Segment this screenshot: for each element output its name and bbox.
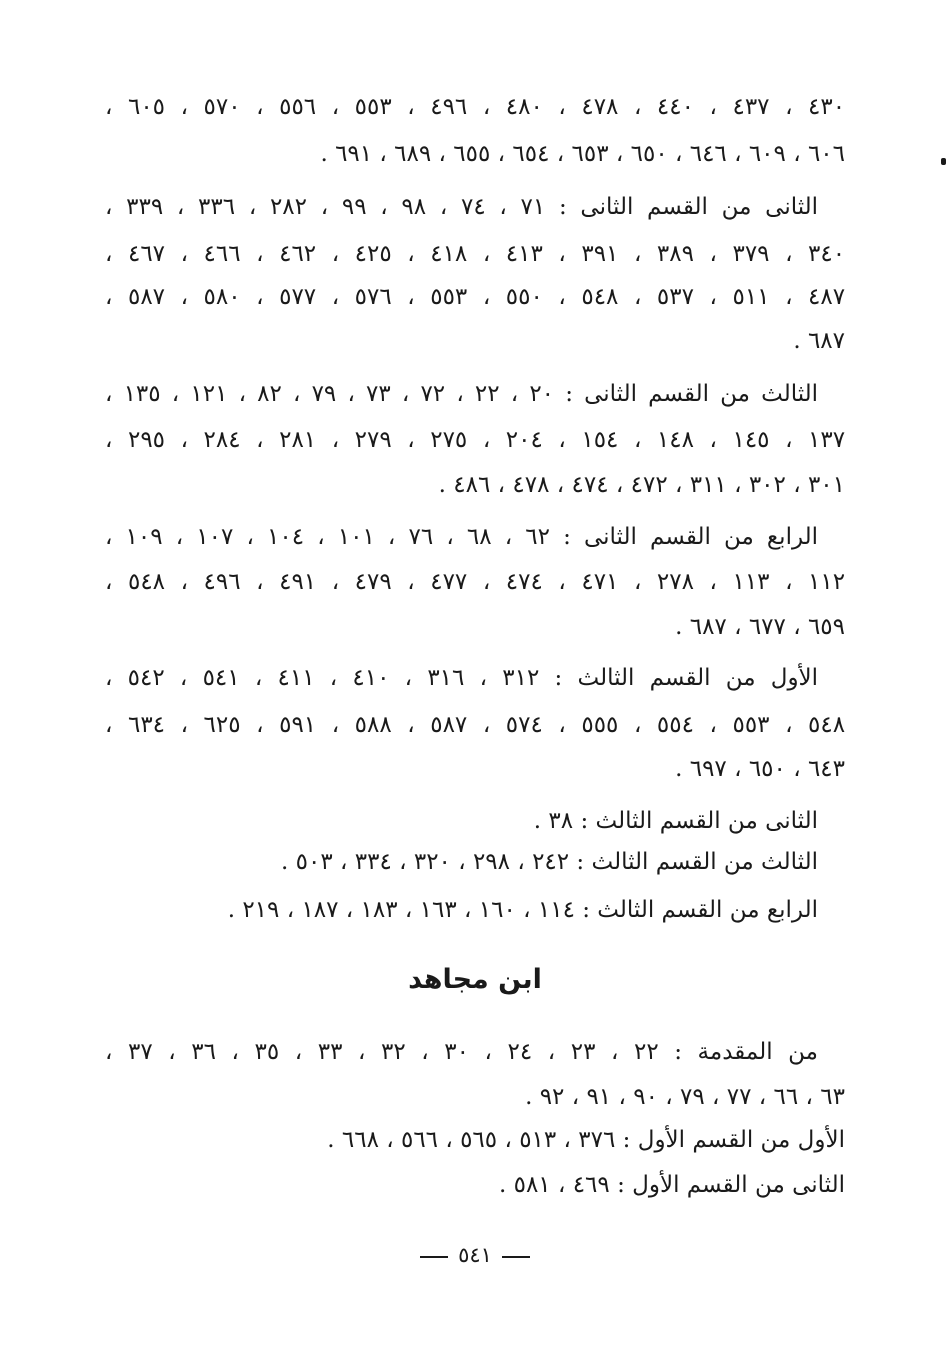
- index-line: ٤٣٠ ، ٤٣٧ ، ٤٤٠ ، ٤٧٨ ، ٤٨٠ ، ٤٩٦ ، ٥٥٣ ، ٥٥٦ ، ٥٧٠ ، ٦٠٥ ،: [105, 94, 846, 120]
- index-line: ٥٤٨ ، ٥٥٣ ، ٥٥٤ ، ٥٥٥ ، ٥٧٤ ، ٥٨٧ ، ٥٨٨ ، ٥٩١ ، ٦٢٥ ، ٦٣٤ ،: [105, 712, 846, 738]
- index-line: ١٣٧ ، ١٤٥ ، ١٤٨ ، ١٥٤ ، ٢٠٤ ، ٢٧٥ ، ٢٧٩ ، ٢٨١ ، ٢٨٤ ، ٢٩٥ ،: [105, 427, 846, 453]
- index-line: ٤٨٧ ، ٥١١ ، ٥٣٧ ، ٥٤٨ ، ٥٥٠ ، ٥٥٣ ، ٥٧٦ ، ٥٧٧ ، ٥٨٠ ، ٥٨٧ ،: [105, 284, 846, 310]
- index-line: الثانى من القسم الأول : ٤٦٩ ، ٥٨١ .: [498, 1172, 845, 1198]
- index-line: الثانى من القسم الثالث : ٣٨ .: [533, 808, 818, 834]
- page-number: ٥٤١: [458, 1243, 492, 1267]
- edge-mark: [941, 158, 946, 165]
- index-line: الثالث من القسم الثانى : ٢٠ ، ٢٢ ، ٧٢ ، ٧٣ ، ٧٩ ، ٨٢ ، ١٢١ ، ١٣٥ ،: [105, 381, 819, 407]
- index-line: ٦٠٦ ، ٦٠٩ ، ٦٤٦ ، ٦٥٠ ، ٦٥٣ ، ٦٥٤ ، ٦٥٥ ، ٦٨٩ ، ٦٩١ .: [320, 141, 845, 167]
- index-line: الرابع من القسم الثالث : ١١٤ ، ١٦٠ ، ١٦٣ ، ١٨٣ ، ١٨٧ ، ٢١٩ .: [227, 897, 818, 923]
- index-line: ١١٢ ، ١١٣ ، ٢٧٨ ، ٤٧١ ، ٤٧٤ ، ٤٧٧ ، ٤٧٩ ، ٤٩١ ، ٤٩٦ ، ٥٤٨ ،: [105, 569, 846, 595]
- index-line: الأول من القسم الأول : ٣٧٦ ، ٥١٣ ، ٥٦٥ ، ٥٦٦ ، ٦٦٨ .: [327, 1127, 845, 1153]
- dash-left: [502, 1256, 530, 1258]
- index-line: الرابع من القسم الثانى : ٦٢ ، ٦٨ ، ٧٦ ، ١٠١ ، ١٠٤ ، ١٠٧ ، ١٠٩ ،: [105, 524, 819, 550]
- dash-right: [420, 1256, 448, 1258]
- index-line: من المقدمة : ٢٢ ، ٢٣ ، ٢٤ ، ٣٠ ، ٣٢ ، ٣٣ ، ٣٥ ، ٣٦ ، ٣٧ ،: [105, 1039, 818, 1065]
- index-line: الثالث من القسم الثالث : ٢٤٢ ، ٢٩٨ ، ٣٢٠ ، ٣٣٤ ، ٥٠٣ .: [281, 849, 818, 875]
- index-line: ٣٤٠ ، ٣٧٩ ، ٣٨٩ ، ٣٩١ ، ٤١٣ ، ٤١٨ ، ٤٢٥ ، ٤٦٢ ، ٤٦٦ ، ٤٦٧ ،: [105, 241, 846, 267]
- index-line: ٦٣ ، ٦٦ ، ٧٧ ، ٧٩ ، ٩٠ ، ٩١ ، ٩٢ .: [525, 1084, 845, 1110]
- index-line: ٦٤٣ ، ٦٥٠ ، ٦٩٧ .: [675, 756, 845, 782]
- index-line: الأول من القسم الثالث : ٣١٢ ، ٣١٦ ، ٤١٠ ، ٤١١ ، ٥٤١ ، ٥٤٢ ،: [105, 665, 819, 691]
- index-line: ٦٨٧ .: [793, 328, 845, 354]
- index-line: ٣٠١ ، ٣٠٢ ، ٣١١ ، ٤٧٢ ، ٤٧٤ ، ٤٧٨ ، ٤٨٦ .: [438, 472, 845, 498]
- index-line: ٦٥٩ ، ٦٧٧ ، ٦٨٧ .: [675, 614, 845, 640]
- index-line: الثانى من القسم الثانى : ٧١ ، ٧٤ ، ٩٨ ، ٩٩ ، ٢٨٢ ، ٣٣٦ ، ٣٣٩ ،: [105, 194, 819, 220]
- section-heading: ابن مجاهد: [408, 964, 542, 995]
- page-number-footer: [0, 1240, 950, 1270]
